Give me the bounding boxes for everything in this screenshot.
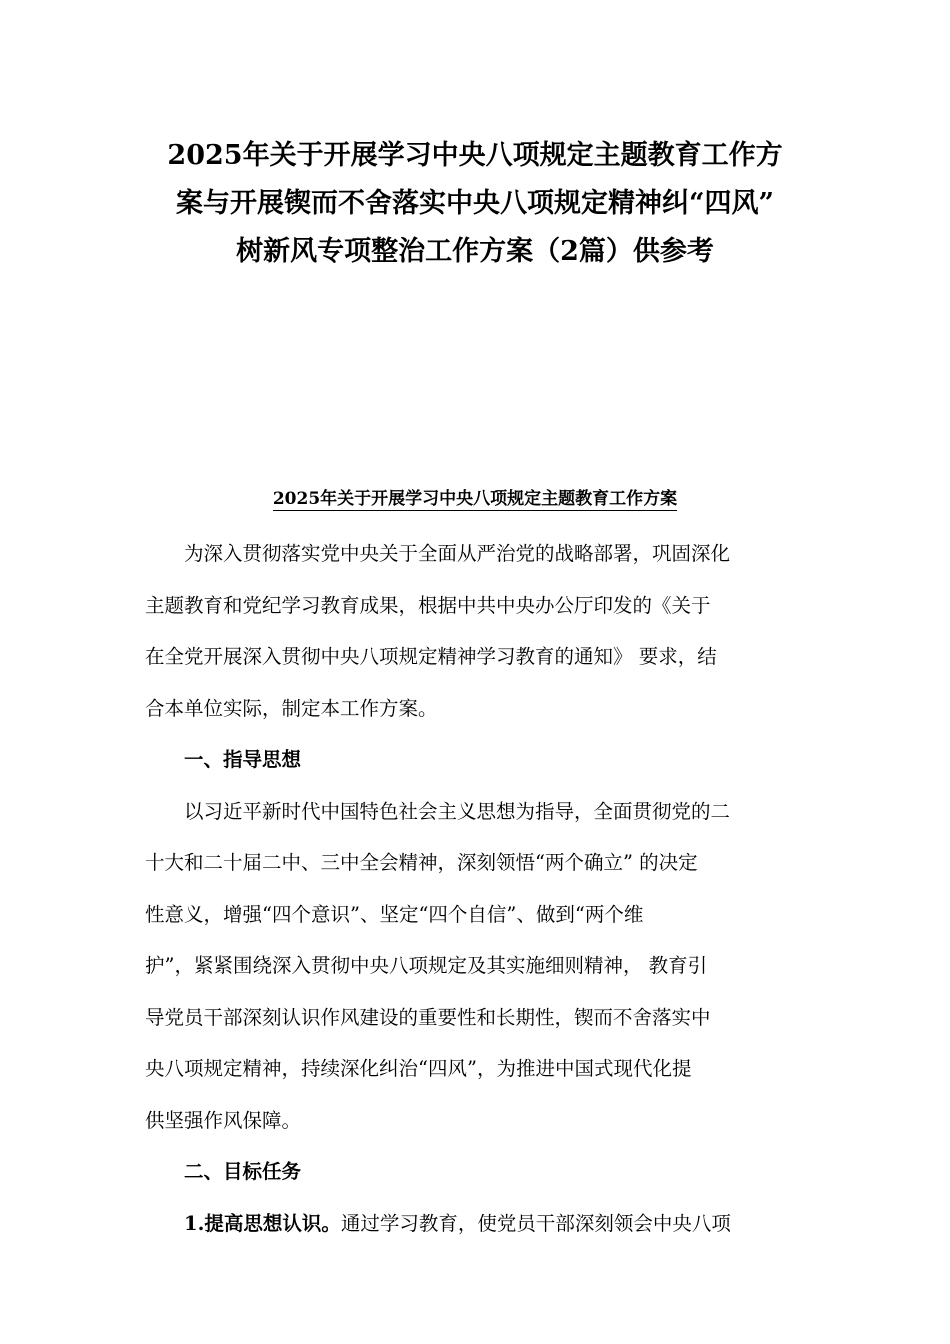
intro-paragraph xyxy=(145,528,805,734)
guiding-line-4: 护”，紧紧围绕深入贯彻中央八项规定及其实施细则精神， 教育引 xyxy=(145,954,708,977)
task-1-paragraph xyxy=(145,1198,805,1250)
intro-line-1: 为深入贯彻落实党中央关于全面从严治党的战略部署，巩固深化 xyxy=(184,542,731,565)
task-1-text: 通过学习教育，使党员干部深刻领会中央八项 xyxy=(340,1211,731,1235)
task-1-line xyxy=(145,1198,805,1250)
guiding-paragraph xyxy=(145,786,805,1147)
intro-line-4: 合本单位实际，制定本工作方案。 xyxy=(145,696,438,720)
guiding-line-2: 十大和二十届二中、三中全会精神，深刻领悟“两个确立” 的决定 xyxy=(145,851,698,874)
title-line-1: 2025年关于开展学习中央八项规定主题教育工作方 xyxy=(167,140,783,171)
heading-goals-tasks: 二、目标任务 xyxy=(184,1160,302,1183)
title-line-3: 树新风专项整治工作方案（2篇）供参考 xyxy=(236,236,714,267)
guiding-line-5: 导党员干部深刻认识作风建设的重要性和长期性，锲而不舍落实中 xyxy=(145,1005,711,1029)
document-title xyxy=(140,132,810,276)
guiding-line-7: 供坚强作风保障。 xyxy=(145,1108,302,1132)
guiding-line-1: 以习近平新时代中国特色社会主义思想为指导，全面贯彻党的二 xyxy=(184,799,731,823)
intro-line-3: 在全党开展深入贯彻中央八项规定精神学习教育的通知》 要求，结 xyxy=(145,645,717,668)
section-title xyxy=(145,484,805,514)
intro-line-2: 主题教育和党纪学习教育成果，根据中共中央办公厅印发的《关于 xyxy=(145,593,711,617)
task-1-label: 1.提高思想认识。 xyxy=(184,1211,341,1235)
document-body xyxy=(145,528,805,1249)
section-title-text: 2025年关于开展学习中央八项规定主题教育工作方案 xyxy=(272,489,678,509)
title-line-2: 案与开展锲而不舍落实中央八项规定精神纠“四风” xyxy=(175,188,775,219)
guiding-line-6: 央八项规定精神，持续深化纠治“四风”，为推进中国式现代化提 xyxy=(145,1057,692,1080)
heading-guiding-thought: 一、指导思想 xyxy=(184,748,302,771)
guiding-line-3: 性意义，增强“四个意识”、坚定“四个自信”、做到“两个维 xyxy=(145,902,644,926)
